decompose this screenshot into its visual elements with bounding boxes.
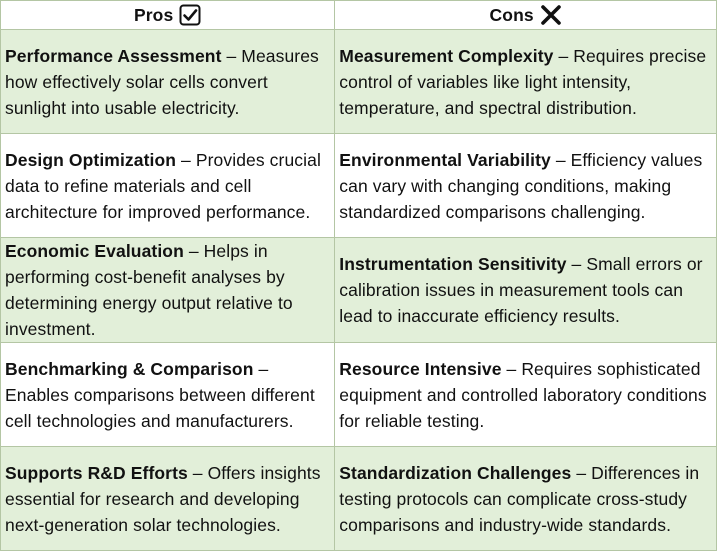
table-row [1, 30, 717, 134]
pro-term: Design Optimization [5, 149, 177, 170]
pro-cell [1, 238, 335, 343]
cons-header-label: Cons [489, 5, 534, 25]
con-term: Resource Intensive [339, 358, 502, 379]
con-term: Standardization Challenges [339, 462, 572, 483]
con-cell [335, 238, 717, 343]
pro-cell [1, 447, 335, 551]
pro-description: – Provides crucial data to refine materials and cell architecture for improved performance. [5, 149, 321, 222]
pros-header-label: Pros [133, 5, 174, 25]
pro-term: Benchmarking & Comparison [5, 358, 254, 379]
con-term: Measurement Complexity [339, 45, 554, 66]
con-description: – Small errors or calibration issues in measurement tools can lead to inaccurate efficiency results. [339, 254, 703, 326]
con-term: Environmental Variability [339, 149, 551, 170]
pro-description: – Helps in performing cost-benefit analyses by determining energy output relative to investment. [5, 241, 293, 339]
pro-term: Supports R&D Efforts [5, 462, 188, 483]
pro-term: Performance Assessment [5, 45, 222, 66]
table-row [1, 134, 717, 238]
pros-header [1, 1, 335, 30]
con-description: – Efficiency values can vary with changing conditions, making standardized comparisons challenging. [339, 149, 703, 222]
con-term: Instrumentation Sensitivity [339, 254, 567, 274]
con-description: – Requires sophisticated equipment and controlled laboratory conditions for reliable testing. [339, 358, 707, 431]
pro-cell [1, 343, 335, 447]
cons-header [335, 1, 717, 30]
pro-description: – Offers insights essential for research and developing next-generation solar technologies. [5, 462, 321, 535]
pro-description: – Measures how effectively solar cells convert sunlight into usable electricity. [5, 45, 319, 118]
x-cross-icon [540, 4, 562, 26]
con-description: – Requires precise control of variables like light intensity, temperature, and spectral distribution. [339, 45, 707, 118]
con-description: – Differences in testing protocols can complicate cross-study comparisons and industry-wide standards. [339, 462, 700, 535]
con-cell [335, 30, 717, 134]
pro-cell [1, 134, 335, 238]
table-row [1, 343, 717, 447]
checkbox-checked-icon [179, 4, 201, 26]
table-row [1, 238, 717, 343]
pro-term: Economic Evaluation [5, 241, 184, 261]
table-row [1, 447, 717, 551]
con-cell [335, 343, 717, 447]
pro-description: – Enables comparisons between different cell technologies and manufacturers. [5, 358, 315, 431]
con-cell [335, 134, 717, 238]
header-row [1, 1, 717, 30]
con-cell [335, 447, 717, 551]
pro-cell [1, 30, 335, 134]
